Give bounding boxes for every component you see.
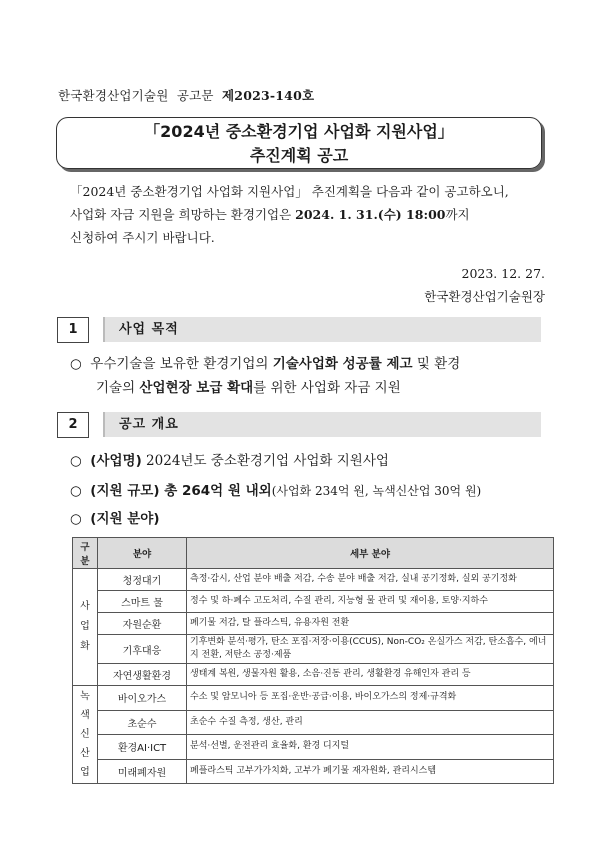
- table-row: [73, 635, 554, 664]
- table-row: [73, 686, 554, 711]
- date-block: [424, 262, 545, 308]
- category-cell: 자연생활환경: [98, 664, 187, 686]
- org-name: 한국환경산업기술원: [58, 88, 169, 103]
- overview-item-3: [70, 507, 550, 531]
- purpose-text: [70, 352, 550, 400]
- section-title: 공고 개요: [103, 412, 541, 437]
- doc-type: 공고문: [176, 88, 214, 103]
- category-cell: 환경AI·ICT: [98, 735, 187, 760]
- item-text: 2024년도 중소환경기업 사업화 지원사업: [141, 453, 389, 469]
- table-row: [73, 735, 554, 760]
- item-label: (사업명): [90, 453, 142, 469]
- bullet: ○: [70, 453, 82, 469]
- category-cell: 바이오가스: [98, 686, 187, 711]
- bullet: ○: [70, 511, 82, 527]
- section-title: 사업 목적: [103, 317, 541, 342]
- intro-text-end: 까지: [445, 207, 470, 222]
- section-2-heading: [57, 412, 541, 438]
- category-cell: 기후대응: [98, 635, 187, 664]
- category-cell: 스마트 물: [98, 591, 187, 613]
- issue-date: 2023. 12. 27.: [461, 266, 545, 281]
- purpose-highlight-1: 기술사업화 성공률 제고: [272, 356, 413, 372]
- category-cell: 청정대기: [98, 569, 187, 591]
- table-row: [73, 569, 554, 591]
- group-cell: [73, 686, 98, 784]
- detail-cell: 생태계 복원, 생물자원 활용, 소음·진동 관리, 생활환경 유해인자 관리 등: [187, 664, 554, 686]
- intro-line-1: 「2024년 중소환경기업 사업화 지원사업」 추진계획을 다음과 같이 공고하오니,: [70, 184, 509, 199]
- detail-cell: 폐기물 저감, 탈 플라스틱, 유용자원 전환: [187, 613, 554, 635]
- overview-item-2: [70, 479, 570, 503]
- intro-text: 사업화 자금 지원을 희망하는 환경기업은: [70, 207, 296, 222]
- detail-cell: 정수 및 하·폐수 고도처리, 수질 관리, 지능형 물 관리 및 재이용, 토양·지하수: [187, 591, 554, 613]
- title-line-2: 추진계획 공고: [249, 146, 349, 165]
- overview-item-1: [70, 449, 560, 473]
- table-row: [73, 759, 554, 784]
- detail-cell: 기후변화 분석·평가, 탄소 포집·저장·이용(CCUS), Non-CO₂ 온실가스 저감, 탄소흡수, 에너지 전환, 저탄소 공정·제품: [187, 635, 554, 664]
- section-number: 2: [57, 412, 89, 438]
- table-row: [73, 591, 554, 613]
- category-cell: 자원순환: [98, 613, 187, 635]
- deadline: 2024. 1. 31.(수) 18:00: [295, 207, 446, 222]
- detail-cell: 수소 및 암모니아 등 포집·운반·공급·이용, 바이오가스의 정제·규격화: [187, 686, 554, 711]
- header-cell: 세부 분야: [187, 538, 554, 569]
- table-row: [73, 613, 554, 635]
- section-number: 1: [57, 317, 89, 343]
- bullet: ○: [70, 483, 82, 499]
- table-header-row: [73, 538, 554, 569]
- item-label: (지원 분야): [90, 511, 160, 527]
- group-cell: [73, 569, 98, 686]
- title-line-1: 「2024년 중소환경기업 사업화 지원사업」: [144, 122, 454, 141]
- section-1-heading: [57, 317, 541, 343]
- support-fields-table: [72, 537, 554, 784]
- intro-line-2: [70, 203, 550, 226]
- group-label: 녹색신산업: [80, 691, 90, 778]
- item-text: (사업화 234억 원, 녹색신산업 30억 원): [271, 484, 482, 498]
- detail-cell: 폐플라스틱 고부가가치화, 고부가 폐기물 재자원화, 관리시스템: [187, 759, 554, 784]
- purpose-part: 기술의: [96, 380, 140, 396]
- purpose-part: 우수기술을 보유한 환경기업의: [90, 356, 273, 372]
- purpose-highlight-2: 산업현장 보급 확대: [139, 380, 254, 396]
- item-label: (지원 규모) 총 264억 원 내외: [90, 483, 272, 499]
- title-box: [56, 117, 542, 169]
- intro-paragraph: [70, 180, 550, 249]
- category-cell: 미래폐자원: [98, 759, 187, 784]
- detail-cell: 분석·선별, 운전관리 효율화, 환경 디지털: [187, 735, 554, 760]
- intro-line-3: 신청하여 주시기 바랍니다.: [70, 230, 215, 245]
- group-label: 사업화: [80, 601, 90, 652]
- detail-cell: 측정·감시, 산업 분야 배출 저감, 수송 분야 배출 저감, 실내 공기정화, 실외 공기정화: [187, 569, 554, 591]
- header-cell: 구분: [73, 538, 98, 569]
- signer: 한국환경산업기술원장: [424, 289, 545, 304]
- header-cell: 분야: [98, 538, 187, 569]
- announcement-header: [58, 86, 314, 104]
- table-row: [73, 710, 554, 735]
- table-row: [73, 664, 554, 686]
- doc-number: 제2023-140호: [222, 88, 315, 103]
- purpose-part: 를 위한 사업화 자금 지원: [253, 380, 401, 396]
- category-cell: 초순수: [98, 710, 187, 735]
- bullet: ○: [70, 356, 82, 372]
- detail-cell: 초순수 수질 측정, 생산, 관리: [187, 710, 554, 735]
- purpose-part: 및 환경: [412, 356, 461, 372]
